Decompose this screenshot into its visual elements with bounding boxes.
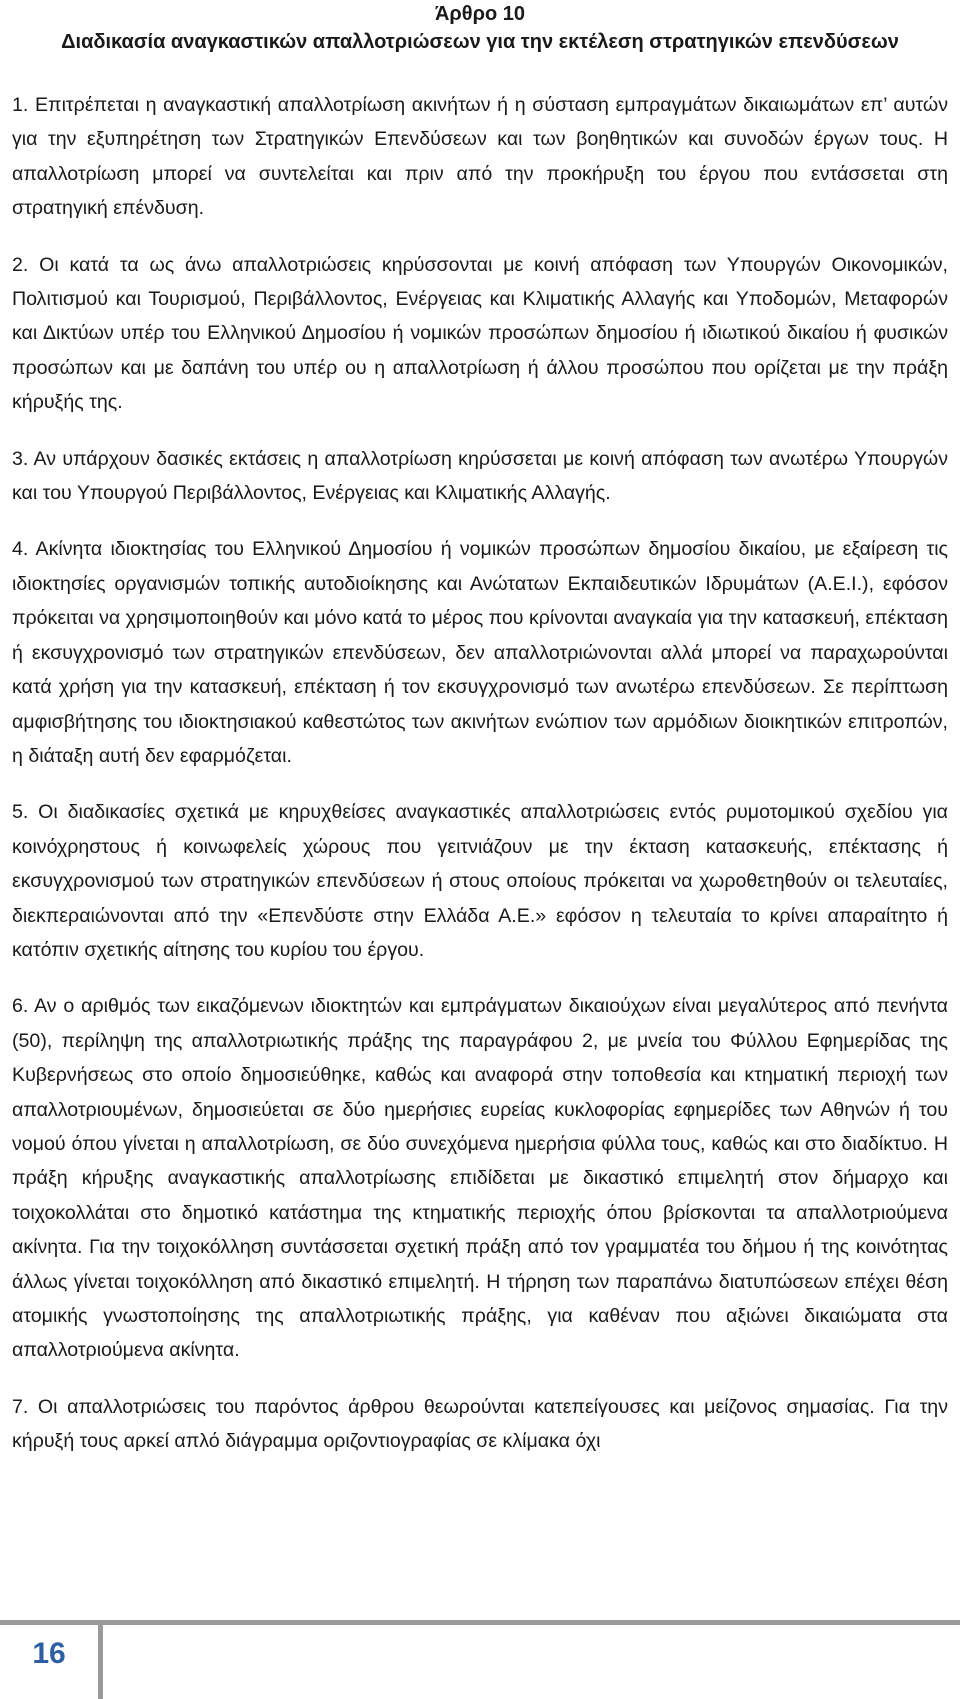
footer-vertical-rule xyxy=(98,1620,103,1699)
paragraph-3: 3. Αν υπάρχουν δασικές εκτάσεις η απαλλοτρίωση κηρύσσεται με κοινή απόφαση των ανωτέρω Υπουργών και του Υπουργού Περιβάλλοντος, Ενέργειας και Κλιματικής Αλλαγής. xyxy=(12,447,948,505)
article-header xyxy=(0,0,960,56)
article-body xyxy=(12,88,948,1481)
paragraph-1: 1. Επιτρέπεται η αναγκαστική απαλλοτρίωση ακινήτων ή η σύσταση εμπραγμάτων δικαιωμάτων επ’ αυτών για την εξυπηρέτηση των Στρατηγικών Επενδύσεων και των βοηθητικών και συνοδών έργων τους. Η απαλλοτρίωση μπορεί να συντελείται και πριν από την προκήρυξη του έργου που εντάσσεται στη στρατηγική επένδυση. xyxy=(12,94,948,220)
article-subtitle: Διαδικασία αναγκαστικών απαλλοτριώσεων για την εκτέλεση στρατηγικών επενδύσεων xyxy=(61,31,899,53)
paragraph-4: 4. Ακίνητα ιδιοκτησίας του Ελληνικού Δημοσίου ή νομικών προσώπων δημοσίου δικαίου, με εξαίρεση τις ιδιοκτησίες οργανισμών τοπικής αυτοδιοίκησης και Ανώτατων Εκπαιδευτικών Ιδρυμάτων (Α.Ε.Ι.), εφόσον πρόκειται να χρησιμοποιηθούν και μόνο κατά το μέρος που κρίνονται αναγκαία για την κατασκευή, επέκταση ή εκσυγχρονισμό των στρατηγικών επενδύσεων, δεν απαλλοτριώνονται αλλά μπορεί να παραχωρούνται κατά χρήση για την κατασκευή, επέκταση ή τον εκσυγχρονισμό των ανωτέρω επενδύσεων. Σε περίπτωση αμφισβήτησης του ιδιοκτησιακού καθεστώτος των ακινήτων ενώπιον των αρμόδιων διοικητικών επιτροπών, η διάταξη αυτή δεν εφαρμόζεται. xyxy=(12,538,948,767)
paragraph-6: 6. Αν ο αριθμός των εικαζόμενων ιδιοκτητών και εμπράγματων δικαιούχων είναι μεγαλύτερος από πενήντα (50), περίληψη της απαλλοτριωτικής πράξης της παραγράφου 2, με μνεία του Φύλλου Εφημερίδας της Κυβερνήσεως στο οποίο δημοσιεύθηκε, καθώς και αναφορά στην τοποθεσία και κτηματική περιοχή των απαλλοτριουμένων, δημοσιεύεται σε δύο ημερήσιες ευρείας κυκλοφορίας εφημερίδες των Αθηνών ή του νομού όπου γίνεται η απαλλοτρίωση, σε δύο συνεχόμενα ημερήσια φύλλα τους, καθώς και στο διαδίκτυο. Η πράξη κήρυξης αναγκαστικής απαλλοτρίωσης επιδίδεται με δικαστικό επιμελητή στον δήμαρχο και τοιχοκολλάται στο δημοτικό κατάστημα της κτηματικής περιοχής όπου βρίσκονται τα απαλλοτριούμενα ακίνητα. Για την τοιχοκόλληση συντάσσεται σχετική πράξη από τον γραμματέα του δήμου ή της κοινότητας άλλως γίνεται τοιχοκόλληση από δικαστικό επιμελητή. Η τήρηση των παραπάνω διατυπώσεων επέχει θέση ατομικής γνωστοποίησης της απαλλοτριωτικής πράξης, για καθέναν που αξιώνει δικαιώματα στα απαλλοτριούμενα ακίνητα. xyxy=(12,995,948,1362)
paragraph-7: 7. Οι απαλλοτριώσεις του παρόντος άρθρου θεωρούνται κατεπείγουσες και μείζονος σημασίας. Για την κήρυξή τους αρκεί απλό διάγραμμα οριζοντιογραφίας σε κλίμακα όχι xyxy=(12,1395,948,1453)
page-number: 16 xyxy=(32,1637,66,1670)
paragraph-2: 2. Οι κατά τα ως άνω απαλλοτριώσεις κηρύσσονται με κοινή απόφαση των Υπουργών Οικονομικών, Πολιτισμού και Τουρισμού, Περιβάλλοντος, Ενέργειας και Κλιματικής Αλλαγής και Υποδομών, Μεταφορών και Δικτύων υπέρ του Ελληνικού Δημοσίου ή νομικών προσώπων δημοσίου ή ιδιωτικού δικαίου ή φυσικών προσώπων και με δαπάνη του υπέρ ου η απαλλοτρίωση ή άλλου προσώπου που ορίζεται με την πράξη κήρυξής της. xyxy=(12,253,948,414)
footer-horizontal-rule xyxy=(0,1620,960,1625)
paragraph-5: 5. Οι διαδικασίες σχετικά με κηρυχθείσες αναγκαστικές απαλλοτριώσεις εντός ρυμοτομικού σχεδίου για κοινόχρηστους ή κοινωφελείς χώρους που γειτνιάζουν με την έκταση κατασκευής, επέκτασης ή εκσυγχρονισμού των στρατηγικών επενδύσεων ή στους οποίους πρόκειται να χωροθετηθούν οι τελευταίες, διεκπεραιώνονται από την «Επενδύστε στην Ελλάδα Α.Ε.» εφόσον η τελευταία το κρίνει απαραίτητο ή κατόπιν σχετικής αίτησης του κυρίου του έργου. xyxy=(12,801,948,961)
article-title: Άρθρο 10 xyxy=(434,3,526,25)
